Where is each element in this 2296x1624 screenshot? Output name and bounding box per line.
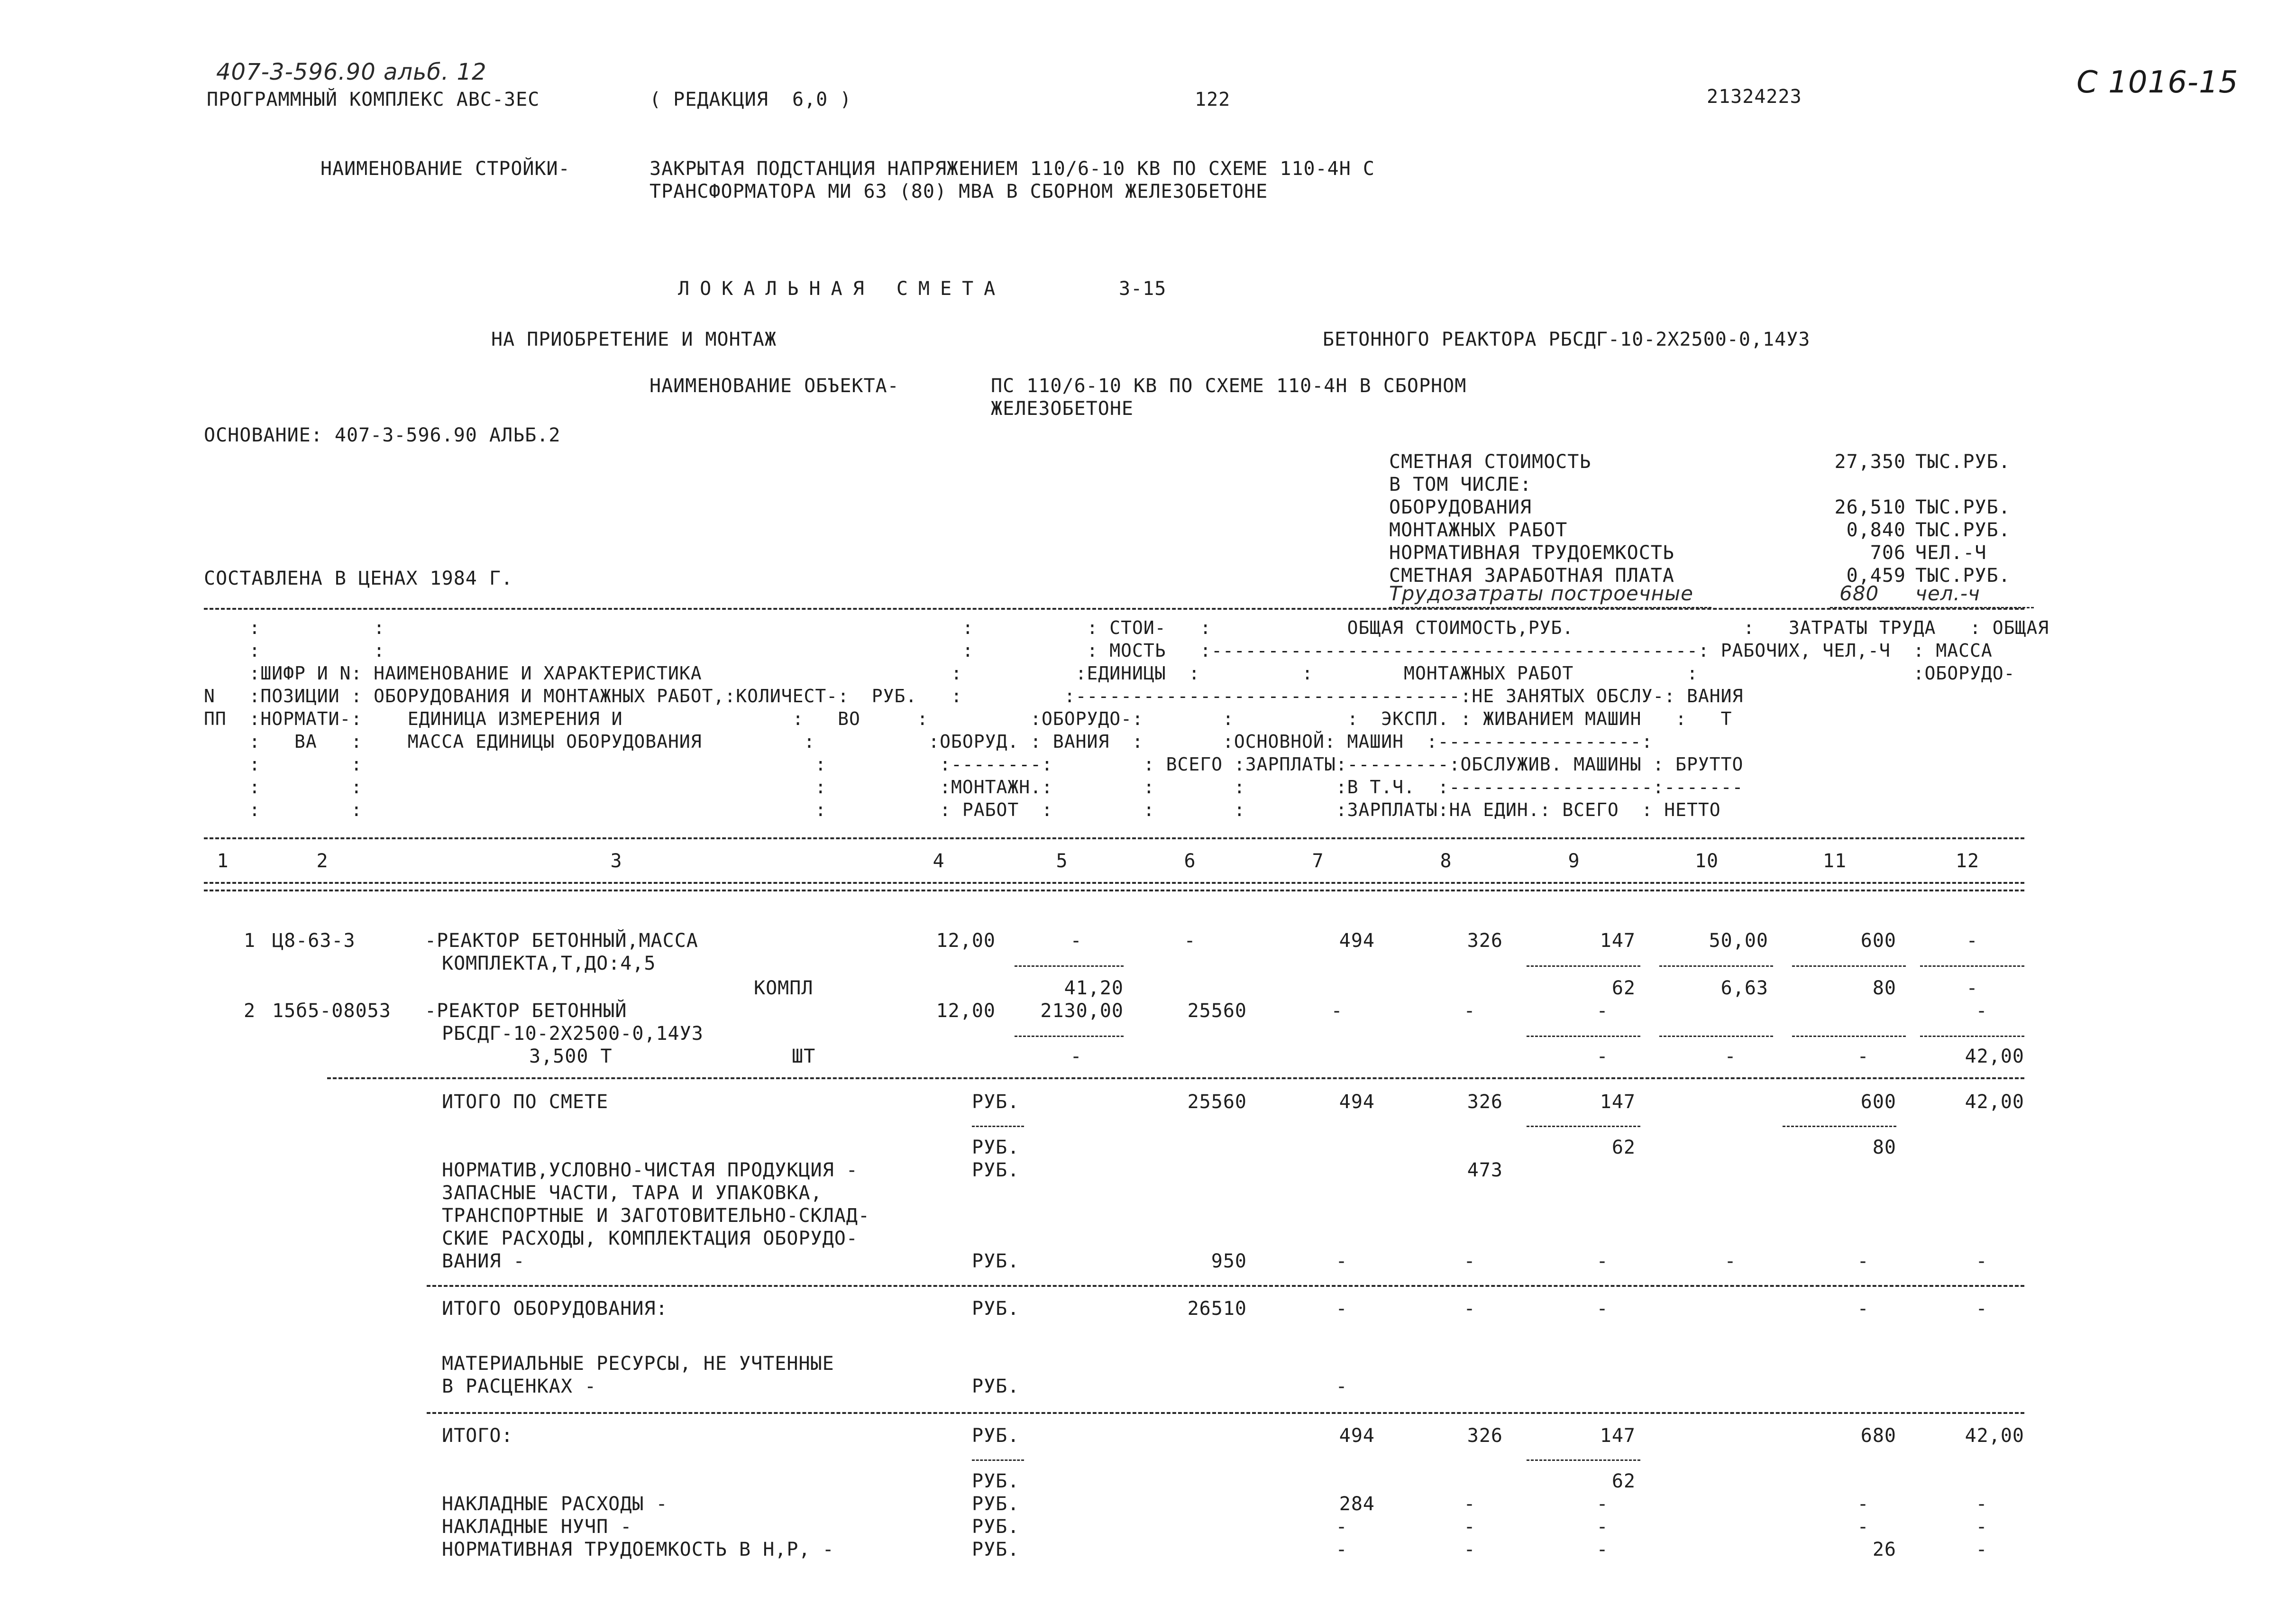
construction-line-2: ТРАНСФОРМАТОРА МИ 63 (80) МВА В СБОРНОМ ЖЕЛЕЗОБЕТОНЕ: [649, 181, 1268, 202]
total-unit-2: РУБ.: [972, 1137, 1020, 1158]
row-machine-labor-total: 80: [1872, 977, 1896, 999]
summary-unit: ТЫС.РУБ.: [1915, 519, 2011, 541]
program-name: ПРОГРАММНЫЙ КОМПЛЕКС АВС-3ЕС: [207, 89, 540, 110]
labor-intensity-label: НОРМАТИВНАЯ ТРУДОЕМКОСТЬ В Н,Р, -: [442, 1539, 834, 1560]
summary-label: В ТОМ ЧИСЛЕ:: [1389, 474, 1532, 495]
summary-unit: ТЫС.РУБ.: [1915, 496, 2011, 518]
column-number: 9: [1568, 850, 1580, 872]
summary-unit: ТЫС.РУБ.: [1915, 451, 2011, 473]
row-name: -РЕАКТОР БЕТОННЫЙ: [425, 1000, 627, 1022]
row-labor-per-unit: -: [1724, 1046, 1737, 1067]
row-labor-per-unit: 50,00: [1709, 930, 1768, 952]
itogo-rule: [427, 1412, 2024, 1414]
rows-rule: [327, 1077, 2024, 1079]
row-equipment-cost: 25560: [1187, 1000, 1247, 1022]
row-mass-net: 42,00: [1965, 1046, 2024, 1067]
header-line: :ШИФР И N: НАИМЕНОВАНИЕ И ХАРАКТЕРИСТИКА : :ЕДИНИЦЫ : : МОНТАЖНЫХ РАБОТ : :ОБОРУДО-: [204, 663, 2015, 684]
total-base-salary: 326: [1467, 1091, 1503, 1113]
basis: ОСНОВАНИЕ: 407-3-596.90 АЛЬБ.2: [204, 424, 561, 446]
total-mass: 42,00: [1965, 1091, 2024, 1113]
row-unit: ШТ: [792, 1046, 816, 1067]
summary-unit: ТЫС.РУБ.: [1915, 565, 2011, 587]
spare-label: СКИЕ РАСХОДЫ, КОМПЛЕКТАЦИЯ ОБОРУДО-: [442, 1228, 858, 1249]
handwritten-labor-value: 680: [1839, 582, 1879, 605]
summary-value: 26,510: [1834, 496, 1906, 518]
overhead-value: 284: [1339, 1493, 1375, 1515]
document-code: 21324223: [1707, 86, 1802, 108]
normative-value: 473: [1467, 1159, 1503, 1181]
page: 407-3-596.90 альб. 12 ПРОГРАММНЫЙ КОМПЛЕКС АВС-3ЕС ( РЕДАКЦИЯ 6,0 ) 122 21324223 С 1016-15 НАИМЕНОВАНИЕ СТРОЙКИ- ЗАКРЫТАЯ ПОДСТАНЦИЯ НАПРЯЖЕНИЕМ 110/6-10 КВ ПО СХЕМЕ 110-4Н С ТРАНСФОРМАТОРА МИ 63 (80) МВА В СБОРНОМ ЖЕЛЕЗОБЕТОНЕ ЛОКАЛЬНАЯ СМЕТА 3-15 НА ПРИОБРЕТЕНИЕ И МОНТАЖ БЕТОННОГО РЕАКТОРА РБСДГ-10-2Х2500-0,14У3 НАИМЕНОВАНИЕ ОБЪЕКТА- ПС 110/6-10 КВ ПО СХЕМЕ 110-4Н В СБОРНОМ ЖЕЛЕЗОБЕТОНЕ ОСНОВАНИЕ: 407-3-596.90 АЛЬБ.2 СМЕТНАЯ СТОИМОСТЬ 27,350 ТЫС.РУБ. В ТОМ ЧИСЛЕ: ОБОРУДОВАНИЯ 26,510 ТЫС.РУБ. МОНТАЖНЫХ РАБОТ 0,840 ТЫС.РУБ. НОРМАТИВНАЯ ТРУДОЕМКОСТЬ 706 ЧЕЛ.-Ч СМЕТНАЯ ЗАРАБОТНАЯ ПЛАТА 0,459 ТЫС.РУБ. Трудозатраты построечные 680 чел.-ч СОСТАВЛЕНА В ЦЕНАХ 1984 Г. : : : : СТОИ- : ОБЩАЯ СТОИМОСТЬ,РУБ. : ЗАТРАТЫ ТРУДА : ОБЩАЯ : : : : МОСТЬ :-------------------------------------------: РАБОЧИХ, ЧЕЛ,-Ч : МАССА :ШИФР И N: НАИМЕНОВАНИЕ И ХАРАКТЕРИСТИКА : :ЕДИНИЦЫ : : МОНТАЖНЫХ РАБОТ : :ОБОРУДО- N :ПОЗИЦИИ : ОБОРУДОВАНИЯ И МОНТАЖНЫХ РАБОТ,:КОЛИЧЕСТ-: РУБ. : :----------------------------------:НЕ ЗАНЯТЫХ ОБСЛУ-: ВАНИЯ ПП :НОРМАТИ-: ЕДИНИЦА ИЗМЕРЕНИЯ И : ВО : :ОБОРУДО-: : : ЭКСПЛ. : ЖИВАНИЕМ МАШИН : Т : ВА : МАССА ЕДИНИЦЫ ОБОРУДОВАНИЯ : :ОБОРУД. : ВАНИЯ : :ОСНОВНОЙ: МАШИН :------------------: : : : :--------: : ВСЕГО :ЗАРПЛАТЫ:---------:ОБСЛУЖИВ. МАШИНЫ : БРУТТО : : : :МОНТАЖН.: : : :В Т.Ч. :------------------:------- : : : : РАБОТ : : : :ЗАРПЛАТЫ:НА ЕДИН.: ВСЕГО : НЕТТО 1 2 3 4 5 6 7 8 9 10 11 12 1 Ц8-63-3 -РЕАКТОР БЕТОННЫЙ,МАССА КОМПЛЕКТА,Т,ДО:4,5 КОМПЛ 12,00 - 41,20 - 494 326 147 62 50,00 6,63 600 80 - - 2 15б5-08053 -РЕАКТОР БЕТОННЫЙ РБСДГ-10-2Х2500-0,14У3 3,500 Т ШТ 12,00 2130,00 - 25560 - - - - - - - 42,00 ИТОГО ПО СМЕТЕ РУБ. 25560 494 326 147 600 42,00 РУБ. 62 80 НОРМАТИВ,УСЛОВНО-ЧИСТАЯ ПРОДУКЦИЯ - РУБ. 473 ЗАПАСНЫЕ ЧАСТИ, ТАРА И УПАКОВКА, ТРАНСПОРТНЫЕ И ЗАГОТОВИТЕЛЬНО-СКЛАД- СКИЕ РАСХОДЫ, КОМПЛЕКТАЦИЯ ОБОРУДО- ВАНИЯ - РУБ. 950 - - - - - - ИТОГО ОБОРУДОВАНИЯ: РУБ. 26510 - - - - - МАТЕРИАЛЬНЫЕ РЕСУРСЫ, НЕ УЧТЕННЫЕ В РАСЦЕНКАХ - РУБ. - ИТОГО: РУБ. 494 326 147 680 42,00 РУБ. 62 НАКЛАДНЫЕ РАСХОДЫ - РУБ. 284 - - - - НАКЛАДНЫЕ НУЧП - РУБ. - - - - - НОРМАТИВНАЯ ТРУДОЕМКОСТЬ В Н,Р, - РУБ. - - - 26 -: [204, 59, 2239, 1560]
header-line: : ВА : МАССА ЕДИНИЦЫ ОБОРУДОВАНИЯ : :ОБОРУД. : ВАНИЯ : :ОСНОВНОЙ: МАШИН :------------------:: [204, 731, 1653, 752]
price-basis: СОСТАВЛЕНА В ЦЕНАХ 1984 Г.: [204, 568, 513, 589]
header-line: : : : :--------: : ВСЕГО :ЗАРПЛАТЫ:---------:ОБСЛУЖИВ. МАШИНЫ : БРУТТО: [204, 754, 1744, 775]
grand-total-unit-2: РУБ.: [972, 1470, 1020, 1492]
row-unit-cost-equipment: -: [1070, 930, 1082, 952]
total-unit: РУБ.: [972, 1091, 1020, 1113]
row-unit-cost-equipment: 2130,00: [1040, 1000, 1124, 1022]
album-number: 407-3-596.90 альб. 12: [216, 59, 487, 85]
overhead-nuchp-label: НАКЛАДНЫЕ НУЧП -: [442, 1516, 632, 1538]
row-labor-total: 600: [1860, 930, 1896, 952]
header-rule: [204, 837, 2024, 839]
summary-value: 0,840: [1846, 519, 1906, 541]
column-number: 7: [1312, 850, 1324, 872]
row-unit-cost-installation: 41,20: [1064, 977, 1124, 999]
row-code: 15б5-08053: [272, 1000, 391, 1022]
edition: ( РЕДАКЦИЯ 6,0 ): [649, 89, 852, 110]
row-total-cost: -: [1331, 1000, 1343, 1022]
column-numbers-rule: [204, 882, 2024, 884]
labor-intensity-unit: РУБ.: [972, 1539, 1020, 1560]
total-machine-labor: 80: [1872, 1137, 1896, 1158]
grand-total-machine: 147: [1600, 1425, 1636, 1447]
purpose-right: БЕТОННОГО РЕАКТОРА РБСДГ-10-2Х2500-0,14У3: [1323, 329, 1811, 350]
overhead-unit: РУБ.: [972, 1493, 1020, 1515]
header-line: : : : : СТОИ- : ОБЩАЯ СТОИМОСТЬ,РУБ. : ЗАТРАТЫ ТРУДА : ОБЩАЯ: [204, 617, 2049, 638]
row-machine-salary: 62: [1611, 977, 1636, 999]
column-number: 2: [316, 850, 329, 872]
grand-total-unit: РУБ.: [972, 1425, 1020, 1447]
document-title: ЛОКАЛЬНАЯ СМЕТА: [678, 278, 1006, 300]
summary-unit: ЧЕЛ.-Ч: [1915, 542, 1987, 564]
column-number: 5: [1056, 850, 1068, 872]
equipment-rule: [427, 1285, 2024, 1287]
row-mass-gross: -: [1976, 1000, 1988, 1022]
row-mass-gross: -: [1966, 930, 1978, 952]
row-base-salary: -: [1464, 1000, 1476, 1022]
construction-label: НАИМЕНОВАНИЕ СТРОЙКИ-: [320, 158, 570, 180]
overhead-nuchp-unit: РУБ.: [972, 1516, 1020, 1538]
row-unit: КОМПЛ: [754, 977, 814, 999]
total-equipment: 25560: [1187, 1091, 1247, 1113]
column-number: 4: [933, 850, 945, 872]
table-top-rule: [204, 608, 2024, 610]
materials-unit: РУБ.: [972, 1376, 1020, 1397]
column-number: 10: [1694, 850, 1719, 872]
row-quantity: 12,00: [936, 930, 996, 952]
spare-equipment: 950: [1211, 1250, 1247, 1272]
row-machine-labor-per-unit: 6,63: [1720, 977, 1768, 999]
row-name: КОМПЛЕКТА,Т,ДО:4,5: [442, 953, 656, 974]
row-number: 1: [244, 930, 256, 952]
column-numbers-rule: [204, 890, 2024, 891]
row-mass: 3,500 Т: [529, 1046, 613, 1067]
header-line: : : : : МОСТЬ :-------------------------------------------: РАБОЧИХ, ЧЕЛ,-Ч : МАССА: [204, 640, 1993, 661]
handwritten-labor-unit: чел.-ч: [1915, 582, 1980, 605]
estimate-number: 3-15: [1119, 278, 1167, 300]
column-number: 1: [217, 850, 229, 872]
purpose-left: НА ПРИОБРЕТЕНИЕ И МОНТАЖ: [491, 329, 777, 350]
row-quantity: 12,00: [936, 1000, 996, 1022]
normative-label: НОРМАТИВ,УСЛОВНО-ЧИСТАЯ ПРОДУКЦИЯ -: [442, 1159, 858, 1181]
spare-label: ЗАПАСНЫЕ ЧАСТИ, ТАРА И УПАКОВКА,: [442, 1182, 823, 1204]
labor-intensity-value: 26: [1872, 1539, 1896, 1560]
row-name: РБСДГ-10-2Х2500-0,14У3: [442, 1023, 704, 1045]
grand-total-cost: 494: [1339, 1425, 1375, 1447]
page-number: 122: [1195, 89, 1231, 110]
summary-value: 0,459: [1846, 565, 1906, 587]
row-unit-cost-installation: -: [1070, 1046, 1082, 1067]
equipment-total-unit: РУБ.: [972, 1298, 1020, 1320]
row-base-salary: 326: [1467, 930, 1503, 952]
row-name: -РЕАКТОР БЕТОННЫЙ,МАССА: [425, 930, 698, 952]
row-labor-total: -: [1857, 1046, 1869, 1067]
materials-label: В РАСЦЕНКАХ -: [442, 1376, 597, 1397]
row-total-cost: 494: [1339, 930, 1375, 952]
spare-label: ВАНИЯ -: [442, 1250, 525, 1272]
row-machine-cost: 147: [1600, 930, 1636, 952]
spare-unit: РУБ.: [972, 1250, 1020, 1272]
column-number: 6: [1184, 850, 1196, 872]
summary-value: 706: [1870, 542, 1906, 564]
column-number: 11: [1822, 850, 1847, 872]
header-line: : : : :МОНТАЖН.: : : :В Т.Ч. :------------------:-------: [204, 777, 1744, 798]
header-line: : : : : РАБОТ : : : :ЗАРПЛАТЫ:НА ЕДИН.: ВСЕГО : НЕТТО: [204, 799, 1721, 820]
materials-label: МАТЕРИАЛЬНЫЕ РЕСУРСЫ, НЕ УЧТЕННЫЕ: [442, 1353, 834, 1375]
summary-label: МОНТАЖНЫХ РАБОТ: [1389, 519, 1568, 541]
total-label: ИТОГО ПО СМЕТЕ: [442, 1091, 609, 1113]
equipment-total-value: 26510: [1187, 1298, 1247, 1320]
total-machine-salary: 62: [1611, 1137, 1636, 1158]
header-line: ПП :НОРМАТИ-: ЕДИНИЦА ИЗМЕРЕНИЯ И : ВО : :ОБОРУДО-: : : ЭКСПЛ. : ЖИВАНИЕМ МАШИН : Т: [204, 708, 1732, 729]
grand-total-machine-salary: 62: [1611, 1470, 1636, 1492]
row-code: Ц8-63-3: [272, 930, 356, 952]
total-cost: 494: [1339, 1091, 1375, 1113]
summary-label: НОРМАТИВНАЯ ТРУДОЕМКОСТЬ: [1389, 542, 1674, 564]
total-machine-cost: 147: [1600, 1091, 1636, 1113]
object-line-1: ПС 110/6-10 КВ ПО СХЕМЕ 110-4Н В СБОРНОМ: [991, 375, 1467, 397]
total-labor: 600: [1860, 1091, 1896, 1113]
header-line: N :ПОЗИЦИИ : ОБОРУДОВАНИЯ И МОНТАЖНЫХ РАБОТ,:КОЛИЧЕСТ-: РУБ. : :----------------------------------:НЕ ЗАНЯТЫХ ОБСЛУ-: ВАНИЯ: [204, 686, 1744, 706]
object-label: НАИМЕНОВАНИЕ ОБЪЕКТА-: [649, 375, 899, 397]
grand-total-mass: 42,00: [1965, 1425, 2024, 1447]
spare-label: ТРАНСПОРТНЫЕ И ЗАГОТОВИТЕЛЬНО-СКЛАД-: [442, 1205, 870, 1227]
row-machine-cost: -: [1596, 1000, 1609, 1022]
grand-total-salary: 326: [1467, 1425, 1503, 1447]
overhead-label: НАКЛАДНЫЕ РАСХОДЫ -: [442, 1493, 668, 1515]
materials-value: -: [1336, 1376, 1348, 1397]
row-machine-salary: -: [1596, 1046, 1609, 1067]
row-equipment-cost: -: [1184, 930, 1196, 952]
normative-unit: РУБ.: [972, 1159, 1020, 1181]
object-line-2: ЖЕЛЕЗОБЕТОНЕ: [991, 398, 1134, 420]
summary-value: 27,350: [1834, 451, 1906, 473]
construction-line-1: ЗАКРЫТАЯ ПОДСТАНЦИЯ НАПРЯЖЕНИЕМ 110/6-10 КВ ПО СХЕМЕ 110-4Н С: [649, 158, 1375, 180]
equipment-total-label: ИТОГО ОБОРУДОВАНИЯ:: [442, 1298, 668, 1320]
column-number: 3: [610, 850, 622, 872]
column-number: 12: [1955, 850, 1980, 872]
summary-label: СМЕТНАЯ СТОИМОСТЬ: [1389, 451, 1592, 473]
handwritten-labor-note: Трудозатраты построечные: [1389, 582, 1694, 605]
grand-total-labor: 680: [1860, 1425, 1896, 1447]
grand-total-label: ИТОГО:: [442, 1425, 513, 1447]
handwritten-stamp: С 1016-15: [2076, 65, 2239, 100]
row-mass-net: -: [1966, 977, 1978, 999]
summary-label: СМЕТНАЯ ЗАРАБОТНАЯ ПЛАТА: [1389, 565, 1674, 587]
summary-label: ОБОРУДОВАНИЯ: [1389, 496, 1532, 518]
row-number: 2: [244, 1000, 256, 1022]
column-number: 8: [1440, 850, 1452, 872]
